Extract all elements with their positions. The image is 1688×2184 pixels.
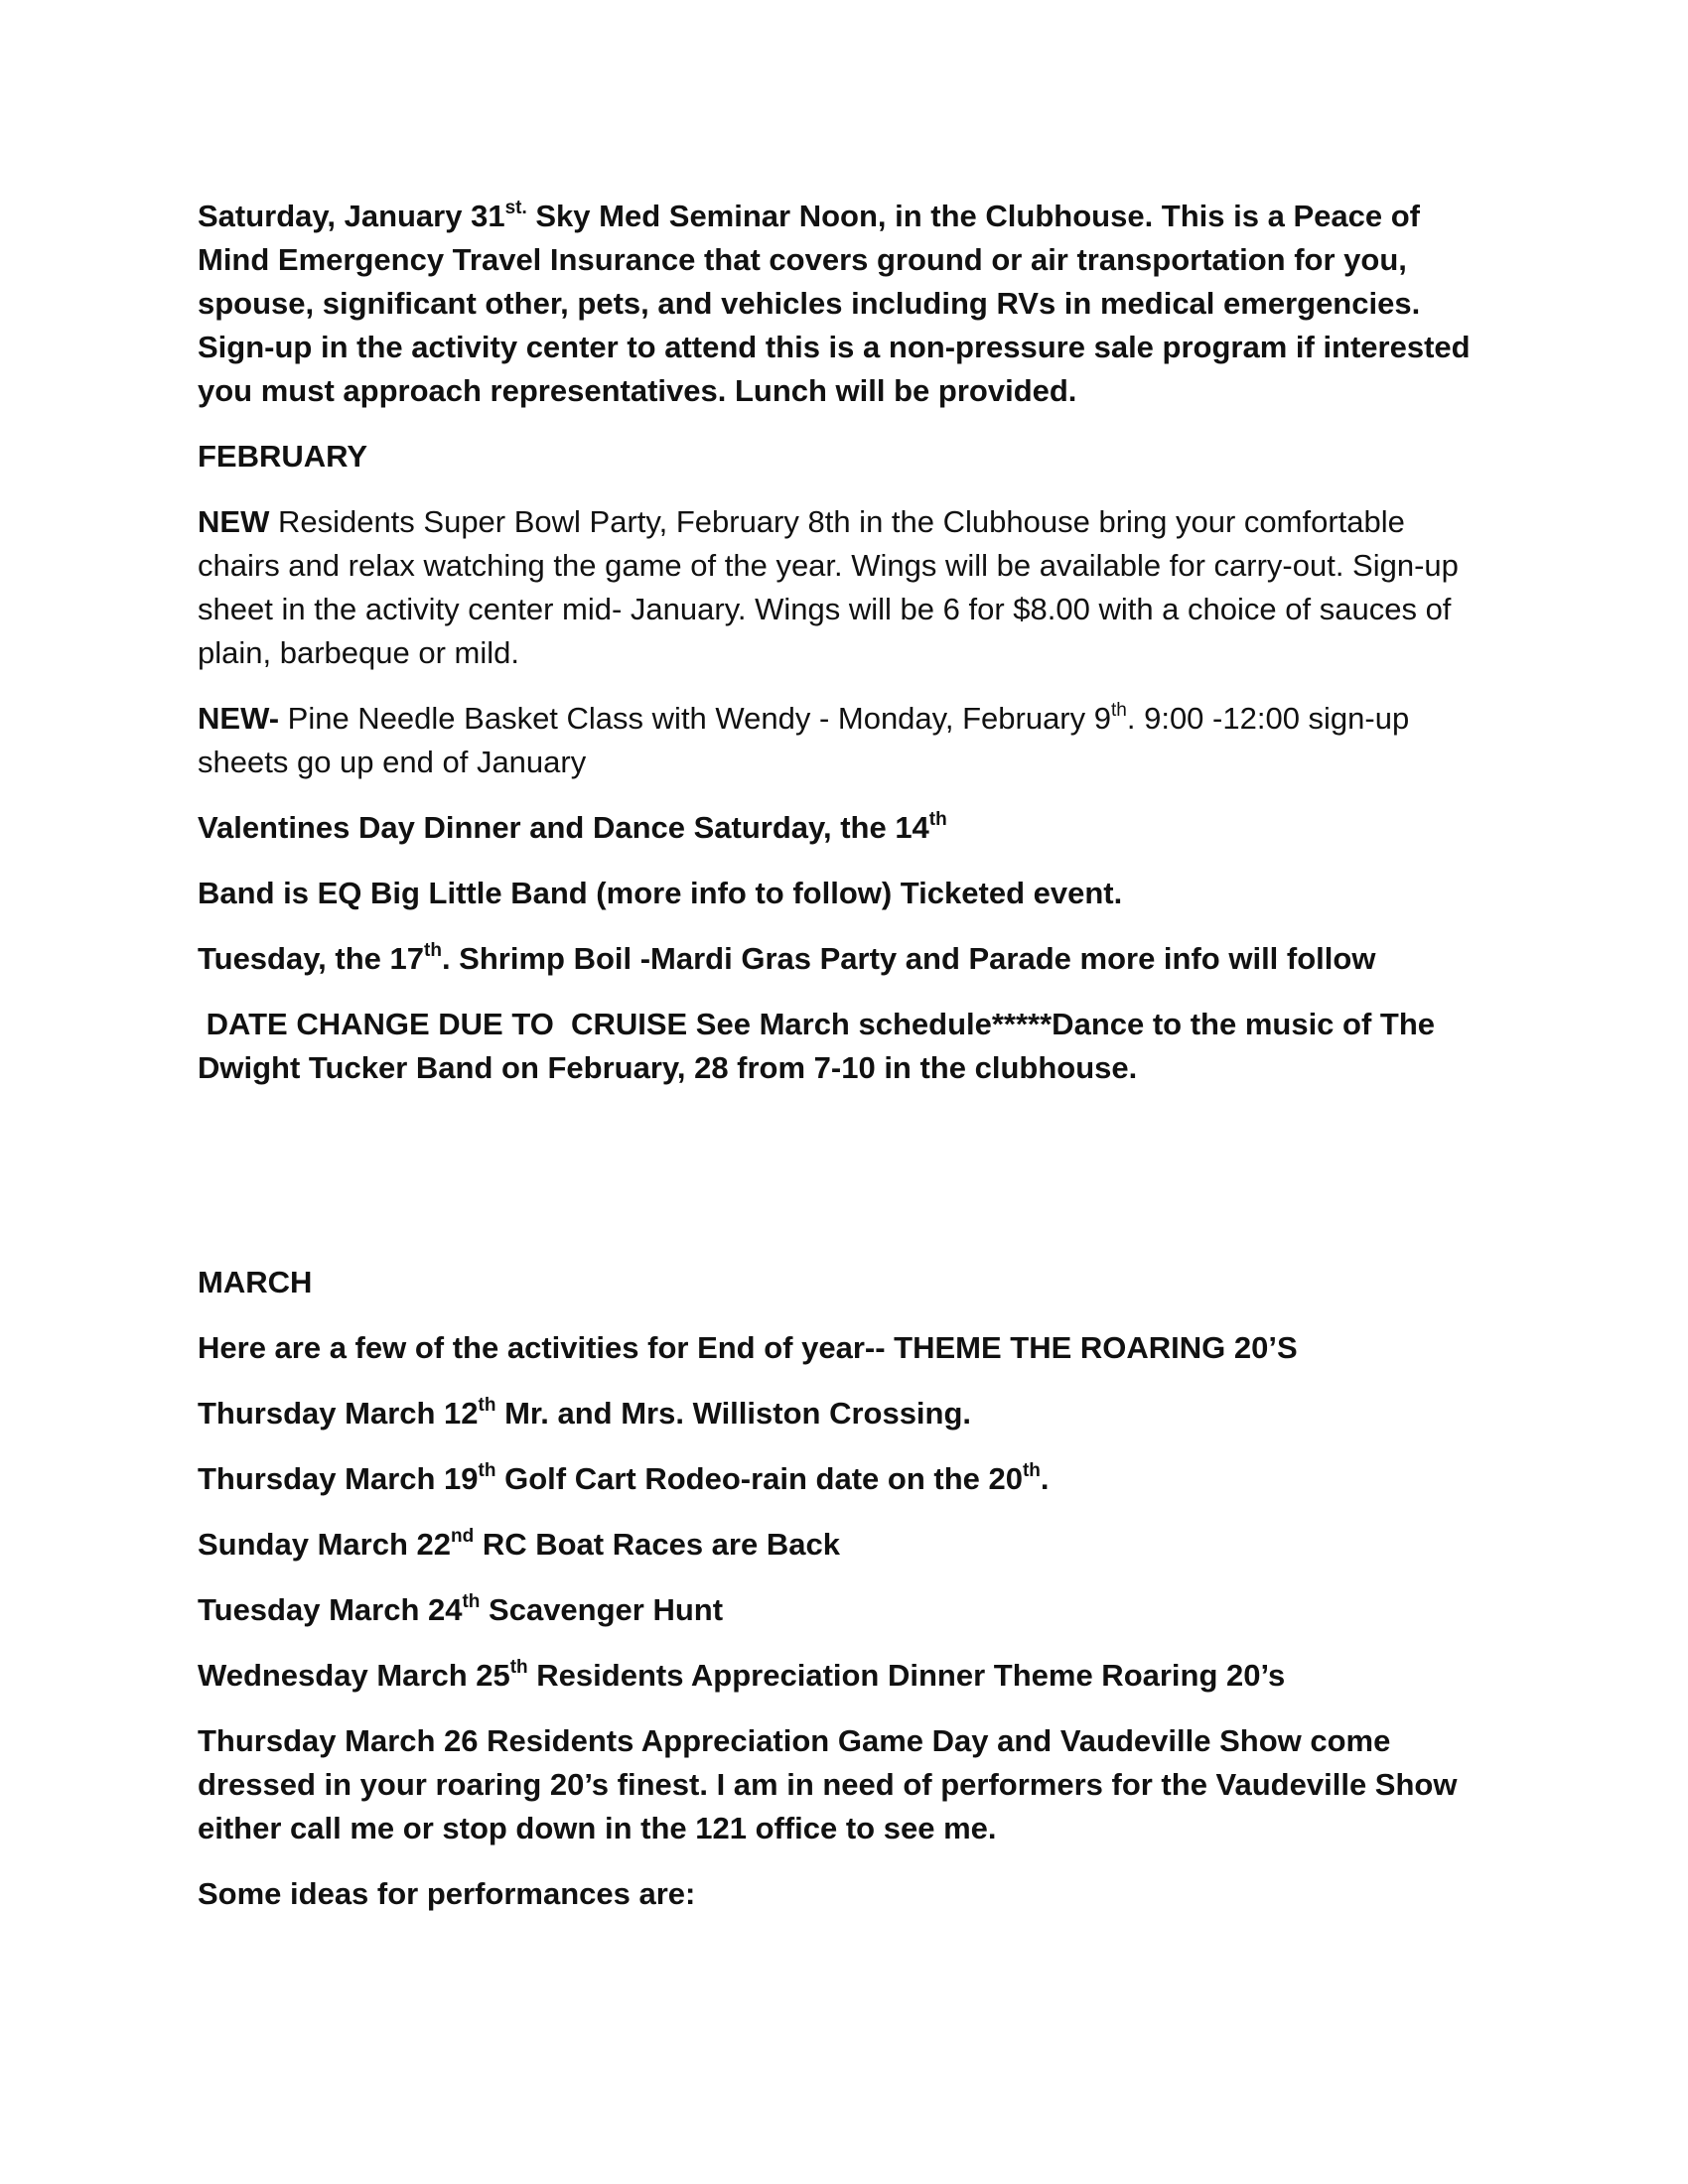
february-heading: FEBRUARY [198,439,368,474]
valentines-paragraph: Valentines Day Dinner and Dance Saturday, the 14th [198,808,947,845]
basket-class-paragraph: NEW- Pine Needle Basket Class with Wendy - Monday, February 9th. 9:00 -12:00 sign-up sheets go up end of January [198,699,1410,779]
performance-ideas-paragraph: Some ideas for performances are: [198,1876,696,1911]
scavenger-hunt-paragraph: Tuesday March 24th Scavenger Hunt [198,1590,724,1627]
band-paragraph: Band is EQ Big Little Band (more info to follow) Ticketed event. [198,876,1123,910]
march-intro-paragraph: Here are a few of the activities for End of year-- THEME THE ROARING 20’S [198,1330,1298,1365]
date-change-paragraph: DATE CHANGE DUE TO CRUISE See March schedule*****Dance to the music of The Dwight Tucker Band on February, 28 from 7-10 in the clubhouse. [198,1007,1444,1085]
superbowl-paragraph: NEW Residents Super Bowl Party, February 8th in the Clubhouse bring your comfortable chairs and relax watching the game of the year. Wings will be available for carry-out. Sign-up sheet in the activity center mid- January. Wings will be 6 for $8.00 with a choice of sauces of plain, barbeque or mild. [198,504,1459,670]
boat-races-paragraph: Sunday March 22nd RC Boat Races are Back [198,1525,840,1562]
skymed-seminar-paragraph: Saturday, January $31^{st.}$ Sky Med Seminar Noon, in the Clubhouse. This is a Peace of Mind Emergency Travel Insurance that covers ground or air transportation for you, spouse, significant other, pets, and vehicles including RVs in medical emergencies. Sign-up in the activity center to attend this is a non-pressure sale program if interested you must approach representatives. Lunch will be provided. [198,197,1471,408]
document-page [198,195,1488,1938]
section-spacer [198,1112,1488,1261]
game-day-paragraph: Thursday March 26 Residents Appreciation Game Day and Vaudeville Show come dressed in your roaring 20’s finest. I am in need of performers for the Vaudeville Show either call me or stop down in the 121 office to see me. [198,1723,1458,1845]
march-heading: MARCH [198,1265,313,1299]
golf-cart-rodeo-paragraph: Thursday March 19th Golf Cart Rodeo-rain date on the 20th. [198,1459,1050,1496]
mardi-gras-paragraph: Tuesday, the 17th. Shrimp Boil -Mardi Gras Party and Parade more info will follow [198,939,1376,976]
appreciation-dinner-paragraph: Wednesday March 25th Residents Appreciation Dinner Theme Roaring 20’s [198,1656,1286,1693]
mr-mrs-paragraph: Thursday March 12th Mr. and Mrs. Williston Crossing. [198,1394,972,1431]
